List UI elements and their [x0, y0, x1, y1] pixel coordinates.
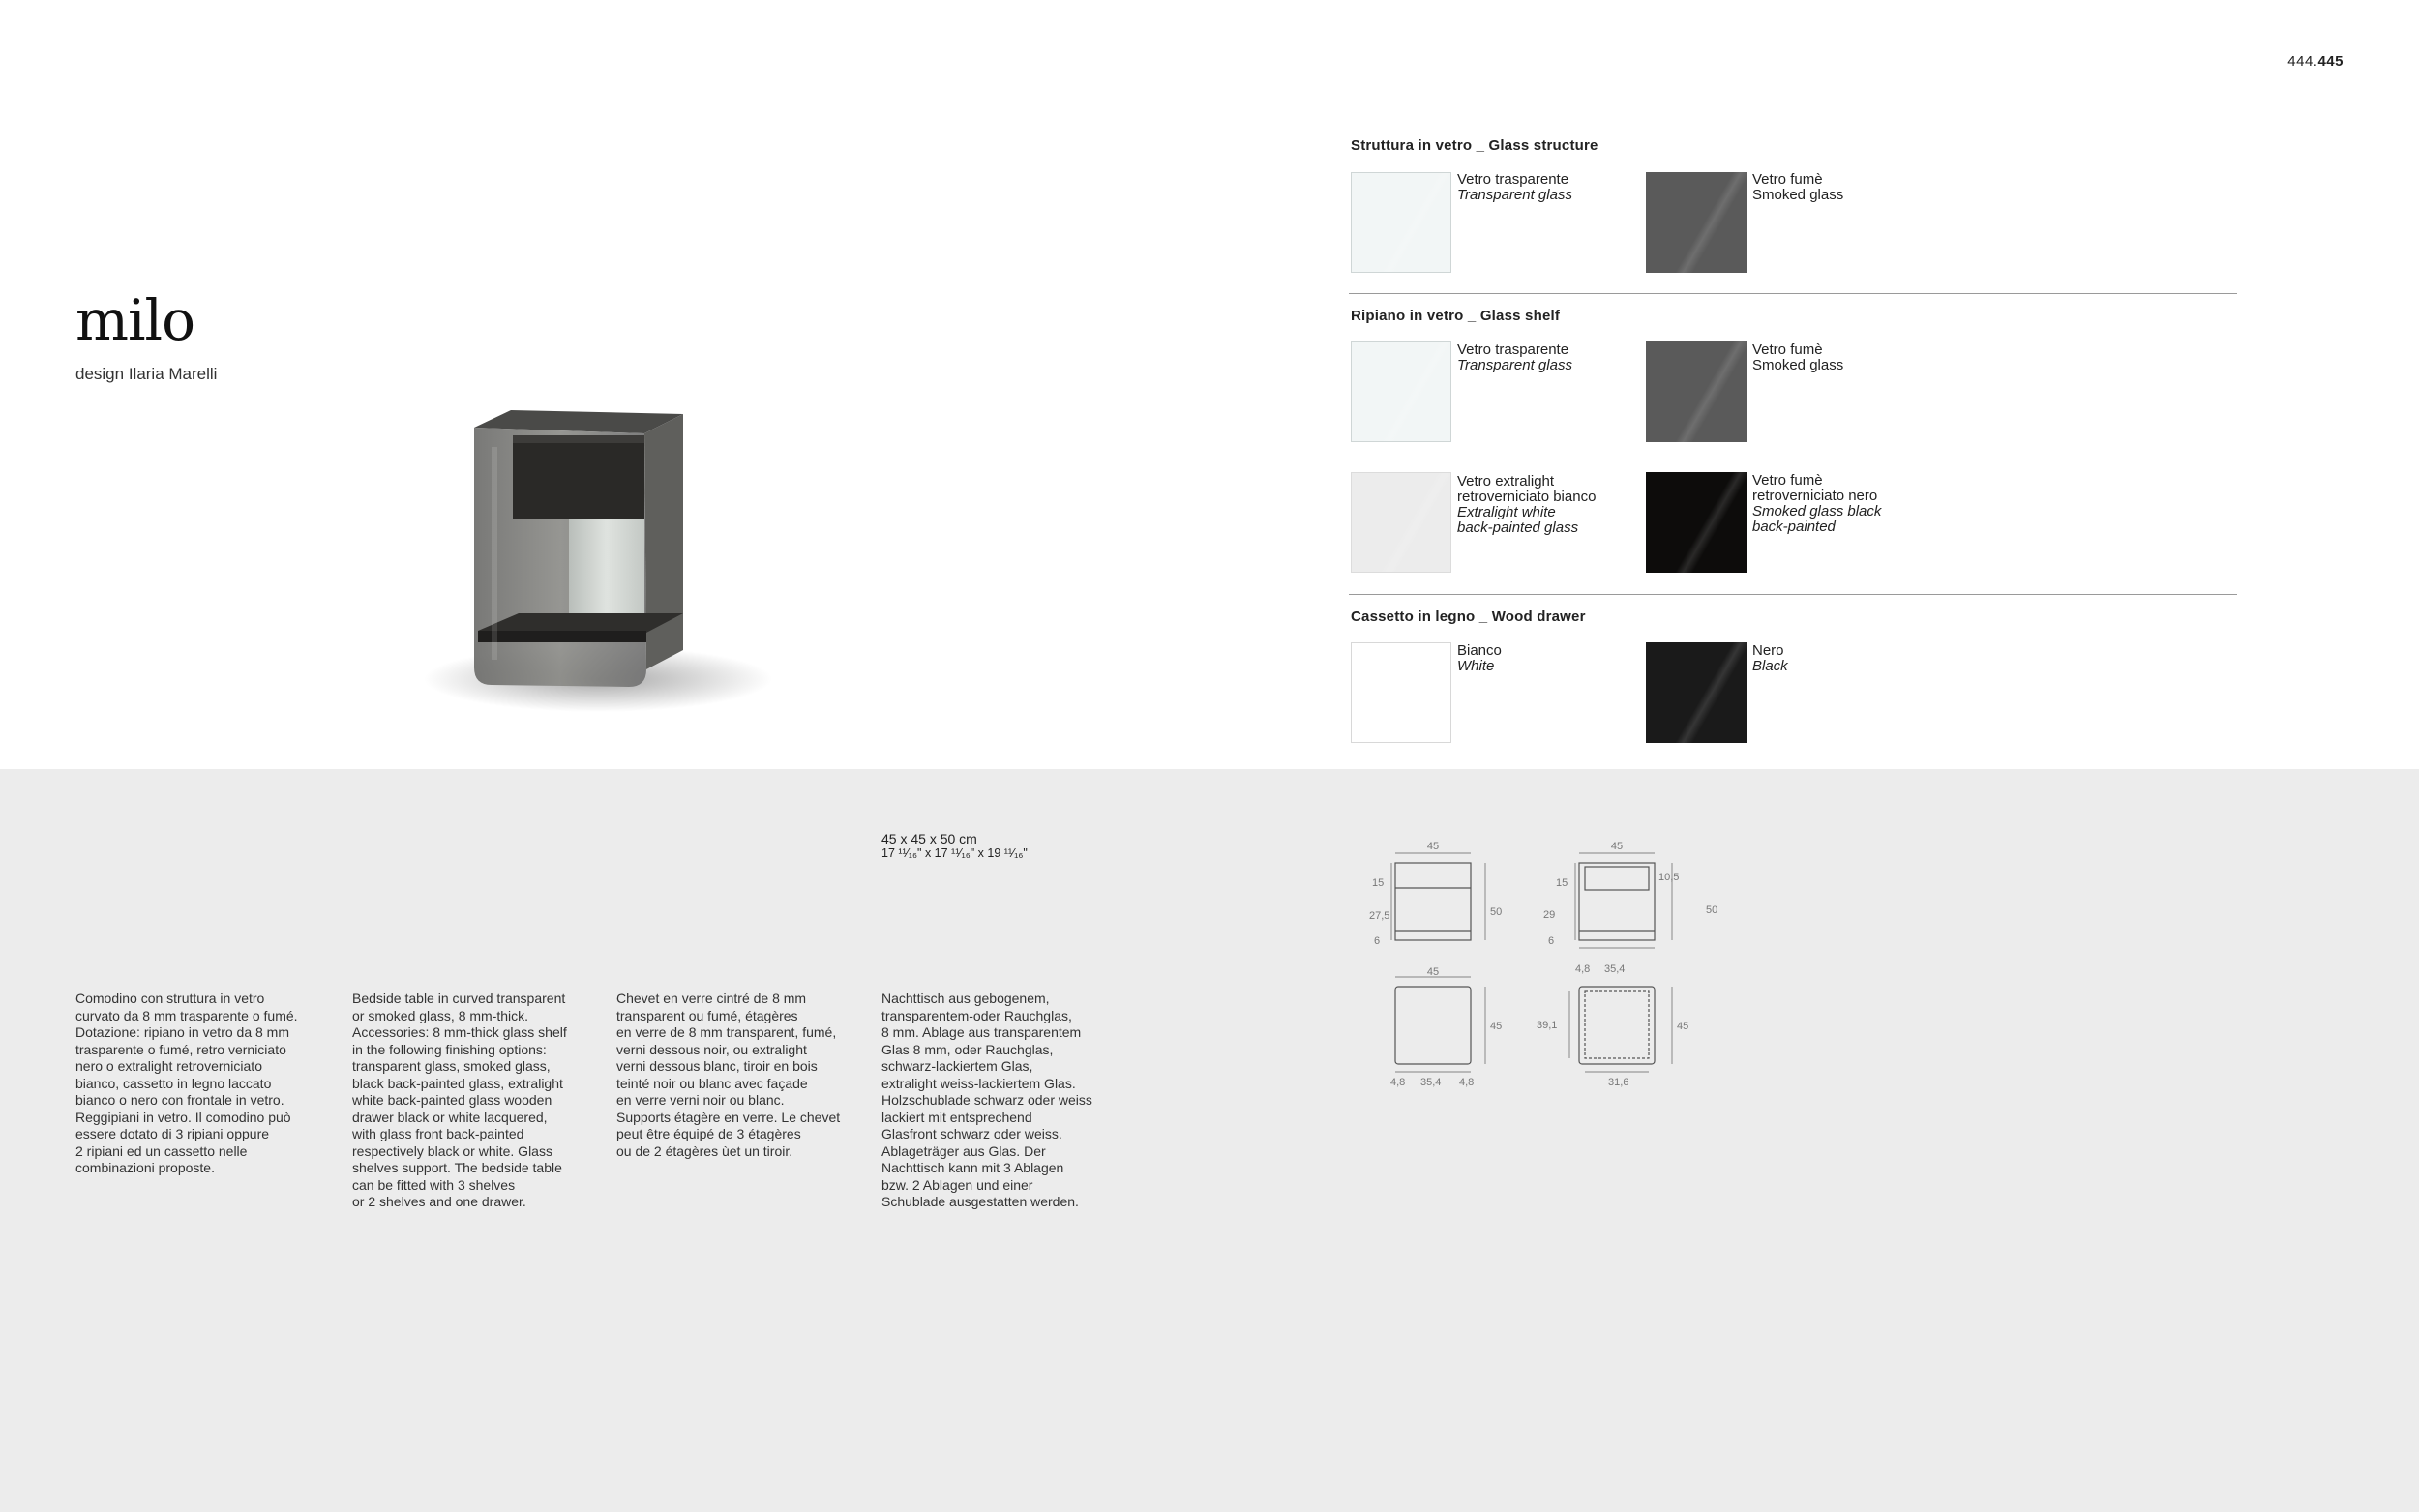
product-designer: design Ilaria Marelli	[75, 365, 218, 383]
dim-label: 50	[1490, 906, 1503, 918]
description-german: Nachttisch aus gebogenem, transparentem-oder Rauchglas, 8 mm. Ablage aus transparentem Glas 8 mm, oder Rauchglas, schwarz-lackiertem Glas, extralight weiss-lackiertem Glas. Holzschublade schwarz oder weiss lackiert mit entsprechend Glasfront schwarz oder weiss. Ablageträger aus Glas. Der Nachttisch kann mit 3 Ablagen bzw. 2 Ablagen und einer Schublade ausgestatten werden.	[881, 991, 1092, 1209]
swatch-smoked-glass	[1646, 172, 1747, 273]
dimensions	[881, 832, 1028, 861]
dimensions-imperial: 17 ¹¹⁄₁₆" x 17 ¹¹⁄₁₆" x 19 ¹¹⁄₁₆"	[881, 846, 1028, 860]
swatch-label: Vetro fumè retroverniciato nero Smoked glass black back-painted	[1752, 472, 1882, 535]
dim-label: 31,6	[1608, 1077, 1629, 1088]
dim-label: 35,4	[1604, 964, 1626, 975]
dim-label: 35,4	[1420, 1077, 1442, 1088]
swatch-smoked-black-glass	[1646, 472, 1747, 573]
page-number: 444.445	[2287, 53, 2344, 70]
dim-label: 29	[1543, 909, 1556, 921]
front-view-shelves	[1391, 853, 1485, 940]
dim-label: 45	[1610, 841, 1624, 852]
swatch-black	[1646, 642, 1747, 743]
swatch-extralight-white-glass	[1351, 472, 1451, 573]
dim-label: 10,5	[1658, 872, 1680, 883]
dim-label: 39,1	[1537, 1020, 1558, 1031]
swatch-label: Vetro trasparente Transparent glass	[1457, 341, 1572, 373]
dimensions-metric: 45 x 45 x 50 cm	[881, 831, 977, 846]
dim-label: 4,8	[1575, 964, 1591, 975]
dim-label: 45	[1426, 966, 1440, 978]
swatch-smoked-glass	[1646, 341, 1747, 442]
plan-view-2	[1569, 987, 1672, 1072]
dim-label: 27,5	[1369, 910, 1390, 922]
divider	[1349, 594, 2237, 595]
product-name: milo	[75, 287, 195, 353]
dim-label: 4,8	[1390, 1077, 1406, 1088]
product-image	[404, 321, 811, 737]
dim-label: 4,8	[1459, 1077, 1475, 1088]
swatch-label: Bianco White	[1457, 642, 1502, 674]
swatch-label: Vetro fumè Smoked glass	[1752, 171, 1844, 203]
section-title-glass-structure: Struttura in vetro _ Glass structure	[1351, 137, 1598, 154]
description-english: Bedside table in curved transparent or smoked glass, 8 mm-thick. Accessories: 8 mm-thick glass shelf in the following finishing options: transparent glass, smoked glass, black back-painted glass, extralight white back-painted glass wooden drawer black or white lacquered, with glass front back-painted respectively black or white. Glass shelves support. The bedside table can be fitted with 3 shelves or 2 shelves and one drawer.	[352, 991, 567, 1209]
dim-label: 45	[1426, 841, 1440, 852]
dim-label: 15	[1372, 877, 1385, 889]
swatch-label: Vetro fumè Smoked glass	[1752, 341, 1844, 373]
plan-view-1	[1395, 977, 1485, 1072]
swatch-transparent-glass	[1351, 172, 1451, 273]
dim-label: 15	[1556, 877, 1568, 889]
dim-label: 50	[1706, 904, 1718, 916]
dim-label: 6	[1374, 935, 1381, 947]
description-italian: Comodino con struttura in vetro curvato da 8 mm trasparente o fumé. Dotazione: ripiano in vetro da 8 mm trasparente o fumé, retro verniciato nero o extralight retroverniciato bianco, cassetto in legno laccato bianco o nero con frontale in vetro. Reggipiani in vetro. Il comodino può essere dotato di 3 ripiani oppure 2 ripiani ed un cassetto nelle combinazioni proposte.	[75, 991, 298, 1175]
swatch-label: Vetro trasparente Transparent glass	[1457, 171, 1572, 203]
section-title-wood-drawer: Cassetto in legno _ Wood drawer	[1351, 608, 1586, 625]
front-view-drawer	[1575, 853, 1672, 948]
swatch-white	[1351, 642, 1451, 743]
dim-label: 45	[1677, 1021, 1689, 1032]
dim-label: 45	[1490, 1021, 1503, 1032]
section-title-glass-shelf: Ripiano in vetro _ Glass shelf	[1351, 308, 1561, 324]
divider	[1349, 293, 2237, 294]
description-french: Chevet en verre cintré de 8 mm transparent ou fumé, étagères en verre de 8 mm transparent, fumé, verni dessous noir, ou extralight verni dessous blanc, tiroir en bois teinté noir ou blanc avec façade en verre verni noir ou blanc. Supports étagère en verre. Le chevet peut être équipé de 3 étagères ou de 2 étagères ùet un tiroir.	[616, 991, 841, 1159]
swatch-transparent-glass	[1351, 341, 1451, 442]
swatch-label: Vetro extralight retroverniciato bianco Extralight white back-painted glass	[1457, 473, 1597, 536]
dim-label: 6	[1548, 935, 1555, 947]
technical-drawings	[1335, 832, 1742, 1093]
swatch-label: Nero Black	[1752, 642, 1788, 674]
